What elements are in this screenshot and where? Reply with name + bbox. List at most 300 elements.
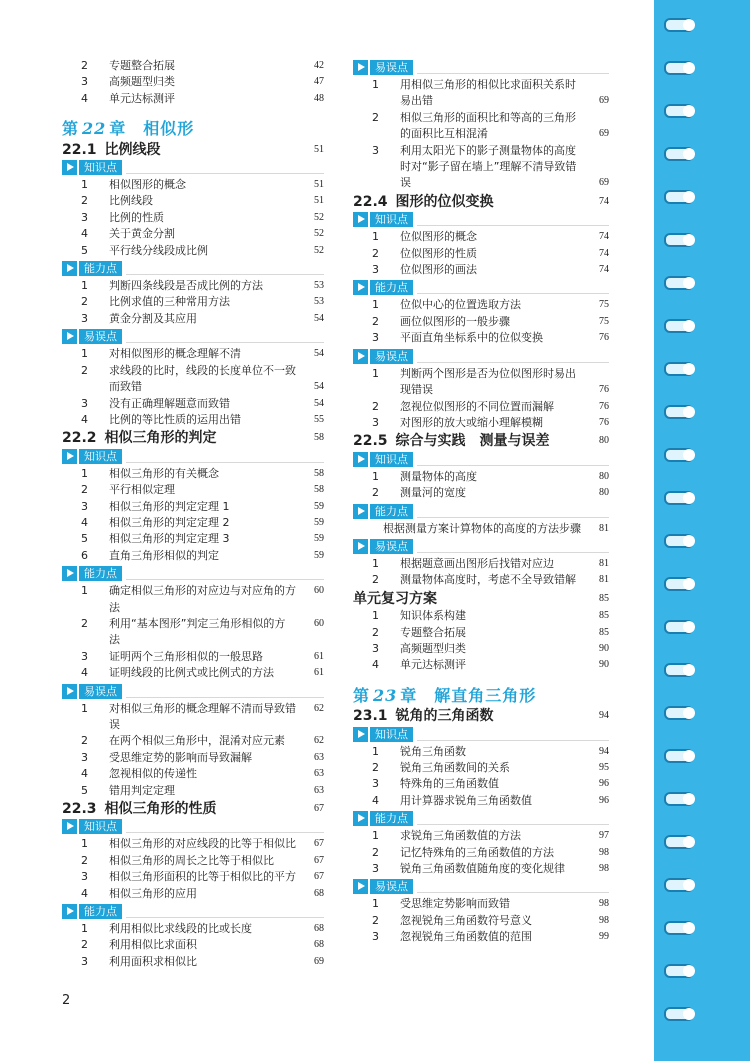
entry-page: 80 <box>599 470 609 482</box>
category-tag: 易误点 <box>79 684 122 699</box>
entry-title: 判断两个图形是否为位似图形时易出现错误 <box>400 366 576 397</box>
entry-page: 74 <box>599 231 609 243</box>
toc-entry[interactable] <box>353 330 609 346</box>
toc-entry[interactable] <box>62 649 324 665</box>
toc-entry[interactable] <box>353 776 609 792</box>
play-triangle-icon <box>353 452 368 467</box>
entry-title: 相似三角形的面积比和等高的三角形的面积比互相混淆 <box>400 110 576 141</box>
entry-number: 3 <box>81 311 88 325</box>
entry-title: 锐角三角函数间的关系 <box>400 761 510 774</box>
entry-number: 6 <box>81 548 88 562</box>
entry-number: 2 <box>81 734 88 748</box>
toc-entry[interactable] <box>62 482 324 498</box>
entry-page: 61 <box>314 667 324 679</box>
entry-page: 90 <box>599 659 609 671</box>
toc-entry[interactable] <box>62 783 324 799</box>
toc-entry[interactable] <box>353 861 609 877</box>
toc-entry[interactable] <box>62 548 324 564</box>
toc-entry[interactable] <box>62 733 324 749</box>
category-divider <box>417 73 609 74</box>
entry-title: 特殊角的三角函数值 <box>400 777 499 791</box>
binder-ring-icon <box>664 534 694 548</box>
toc-entry[interactable] <box>62 412 324 428</box>
toc-entry[interactable] <box>353 485 609 501</box>
entry-page: 59 <box>314 516 324 528</box>
play-triangle-icon <box>353 811 368 826</box>
entry-title: 确定相似三角形的对应边与对应角的方法 <box>109 584 296 614</box>
category-label <box>353 211 609 228</box>
entry-number: 2 <box>372 486 379 500</box>
entry-page: 63 <box>314 751 324 763</box>
entry-page: 51 <box>314 179 324 191</box>
toc-entry[interactable] <box>62 466 324 482</box>
category-label <box>62 159 324 176</box>
section-title: 图形的位似变换 <box>395 193 494 210</box>
category-divider <box>417 517 609 518</box>
toc-entry[interactable] <box>62 74 324 90</box>
entry-title: 位似图形的性质 <box>400 246 477 260</box>
binder-ring-icon <box>664 448 694 462</box>
entry-page: 98 <box>599 846 609 858</box>
category-label <box>62 903 324 920</box>
category-label <box>353 59 609 76</box>
entry-number: 4 <box>81 91 88 105</box>
entry-title: 平行线分线段成比例 <box>109 243 208 257</box>
toc-entry[interactable] <box>62 346 324 362</box>
entry-page: 58 <box>314 484 324 496</box>
entry-title: 测量物体的高度 <box>400 469 477 483</box>
toc-entry[interactable] <box>353 143 609 192</box>
binder-ring-icon <box>664 964 694 978</box>
entry-number: 1 <box>372 366 379 380</box>
chapter-title: 章 解直角三角形 <box>400 685 537 705</box>
binder-ring-icon <box>664 835 694 849</box>
entry-title: 对相似三角形的概念理解不清而导致错误 <box>109 701 296 731</box>
entry-page: 80 <box>599 487 609 499</box>
entry-page: 42 <box>314 60 324 71</box>
toc-entry[interactable] <box>353 399 609 415</box>
entry-title: 位似图形的画法 <box>400 263 477 277</box>
category-label <box>62 683 324 700</box>
entry-number: 1 <box>372 744 379 758</box>
entry-page: 67 <box>314 871 324 883</box>
toc-entry[interactable] <box>62 836 324 852</box>
entry-number: 2 <box>81 295 88 309</box>
entry-page: 81 <box>599 574 609 586</box>
toc-entry[interactable] <box>353 77 609 110</box>
entry-number: 3 <box>372 143 379 157</box>
entry-title: 测量物体高度时，考虑不全导致错解 <box>400 573 576 587</box>
entry-title: 利用相似比求面积 <box>109 938 197 952</box>
entry-page: 51 <box>314 195 324 207</box>
entry-title: 平行相似定理 <box>109 483 175 497</box>
entry-page: 98 <box>599 863 609 875</box>
toc-entry[interactable] <box>62 665 324 681</box>
toc-entry[interactable] <box>353 572 609 588</box>
binder-ring-icon <box>664 921 694 935</box>
entry-page: 60 <box>314 585 324 597</box>
section-number: 22.2 <box>62 430 97 447</box>
entry-number: 3 <box>372 930 379 944</box>
play-triangle-icon <box>62 160 77 175</box>
entry-title: 锐角三角函数值随角度的变化规律 <box>400 862 565 876</box>
toc-entry[interactable] <box>62 515 324 531</box>
toc-entry[interactable] <box>62 750 324 766</box>
toc-entry[interactable] <box>353 608 609 624</box>
toc-entry[interactable] <box>62 937 324 953</box>
category-tag: 知识点 <box>370 727 413 742</box>
entry-page: 85 <box>599 610 609 622</box>
entry-number: 1 <box>372 556 379 570</box>
entry-title: 专题整合拓展 <box>400 625 466 639</box>
entry-number: 3 <box>372 777 379 791</box>
entry-title: 黄金分割及其应用 <box>109 311 197 325</box>
binder-ring-icon <box>664 706 694 720</box>
entry-page: 99 <box>599 931 609 943</box>
entry-page: 68 <box>314 887 324 899</box>
entry-number: 3 <box>81 870 88 884</box>
category-divider <box>417 293 609 294</box>
play-triangle-icon <box>62 566 77 581</box>
entry-title: 判断四条线段是否成比例的方法 <box>109 279 263 293</box>
category-label <box>353 810 609 827</box>
toc-entry[interactable] <box>353 521 609 537</box>
category-tag: 能力点 <box>79 261 122 276</box>
entry-page: 52 <box>314 244 324 256</box>
entry-page: 55 <box>314 413 324 425</box>
entry-title: 相似三角形的判定定理 3 <box>109 532 230 546</box>
entry-number: 3 <box>372 331 379 345</box>
entry-number: 4 <box>81 886 88 900</box>
section-heading[interactable] <box>62 142 324 158</box>
entry-title: 证明线段的比例式或比例式的方法 <box>109 666 274 680</box>
entry-page: 69 <box>599 128 609 140</box>
entry-number: 5 <box>81 532 88 546</box>
category-label <box>353 878 609 895</box>
entry-number: 4 <box>81 767 88 781</box>
page-number: 2 <box>62 993 71 1008</box>
category-divider <box>126 917 324 918</box>
entry-title: 在两个相似三角形中，混淆对应元素 <box>109 734 285 748</box>
entry-number: 1 <box>81 178 88 192</box>
toc-entry[interactable] <box>353 314 609 330</box>
toc-entry[interactable] <box>62 921 324 937</box>
entry-number: 2 <box>372 625 379 639</box>
play-triangle-icon <box>353 60 368 75</box>
entry-number: 1 <box>81 922 88 936</box>
entry-title: 比例的性质 <box>109 210 164 224</box>
toc-entry[interactable] <box>62 954 324 970</box>
toc-entry[interactable] <box>62 531 324 547</box>
toc-entry[interactable] <box>353 828 609 844</box>
entry-number: 2 <box>372 314 379 328</box>
binder-ring-icon <box>664 878 694 892</box>
play-triangle-icon <box>353 504 368 519</box>
entry-page: 53 <box>314 280 324 292</box>
entry-number: 2 <box>372 761 379 774</box>
play-triangle-icon <box>62 449 77 464</box>
category-tag: 易误点 <box>370 60 413 75</box>
toc-entry[interactable] <box>353 929 609 945</box>
category-tag: 知识点 <box>370 452 413 467</box>
toc-entry[interactable] <box>62 499 324 515</box>
chapter-heading <box>62 121 324 137</box>
entry-page: 75 <box>599 299 609 311</box>
section-number: 22.5 <box>353 433 388 450</box>
toc-entry[interactable] <box>62 243 324 259</box>
toc-entry[interactable] <box>353 793 609 809</box>
toc-entry[interactable] <box>62 226 324 242</box>
entry-title: 利用面积求相似比 <box>109 954 197 968</box>
binder-ring-icon <box>664 319 694 333</box>
entry-title: 没有正确理解题意而致错 <box>109 396 230 410</box>
toc-entry[interactable] <box>62 91 324 107</box>
toc-entry[interactable] <box>353 366 609 399</box>
toc-entry[interactable] <box>353 641 609 657</box>
entry-title: 忽视锐角三角函数符号意义 <box>400 913 532 927</box>
play-triangle-icon <box>62 819 77 834</box>
toc-entry[interactable] <box>353 760 609 776</box>
entry-page: 90 <box>599 642 609 654</box>
entry-number: 2 <box>81 363 88 377</box>
toc-entry[interactable] <box>353 556 609 572</box>
category-divider <box>417 740 609 741</box>
entry-page: 63 <box>314 784 324 796</box>
section-heading[interactable] <box>353 194 609 210</box>
section-title: 比例线段 <box>104 141 161 158</box>
play-triangle-icon <box>62 329 77 344</box>
binder-ring-icon <box>664 491 694 505</box>
category-divider <box>126 832 324 833</box>
toc-entry[interactable] <box>353 246 609 262</box>
category-tag: 易误点 <box>79 329 122 344</box>
entry-number: 2 <box>81 616 88 630</box>
toc-entry[interactable] <box>62 853 324 869</box>
entry-title: 利用相似比求线段的比或长度 <box>109 922 252 936</box>
toc-entry[interactable] <box>353 744 609 760</box>
toc-left-column <box>62 58 324 970</box>
toc-entry[interactable] <box>62 869 324 885</box>
entry-number: 1 <box>81 466 88 480</box>
entry-number: 4 <box>372 793 379 807</box>
category-divider <box>417 552 609 553</box>
toc-entry[interactable] <box>353 262 609 278</box>
entry-page: 62 <box>314 702 324 714</box>
section-number: 22.1 <box>62 141 97 158</box>
binder-ring-icon <box>664 18 694 32</box>
binder-ring-icon <box>664 749 694 763</box>
chapter-prefix: 第 <box>353 685 371 705</box>
entry-number: 2 <box>372 845 379 859</box>
category-divider <box>417 824 609 825</box>
entry-title: 相似三角形面积的比等于相似比的平方 <box>109 870 296 884</box>
toc-right-column <box>353 58 609 946</box>
section-heading[interactable] <box>62 430 324 446</box>
chapter-title: 章 相似形 <box>109 119 195 139</box>
entry-page: 98 <box>599 898 609 910</box>
toc-entry[interactable] <box>62 886 324 902</box>
category-divider <box>126 579 324 580</box>
entry-number: 3 <box>81 750 88 764</box>
entry-page: 76 <box>599 400 609 412</box>
toc-entry[interactable] <box>62 177 324 193</box>
binder-ring-icon <box>664 792 694 806</box>
section-heading[interactable] <box>353 708 609 724</box>
category-label <box>62 818 324 835</box>
toc-entry[interactable] <box>353 896 609 912</box>
entry-number: 3 <box>372 263 379 277</box>
play-triangle-icon <box>353 349 368 364</box>
section-number: 22.4 <box>353 193 388 210</box>
entry-number: 1 <box>372 609 379 623</box>
entry-number: 3 <box>372 415 379 429</box>
section-title: 相似三角形的判定 <box>104 430 217 447</box>
category-divider <box>417 362 609 363</box>
binder-ring-icon <box>664 104 694 118</box>
entry-title: 相似三角形的判定定理 2 <box>109 515 230 529</box>
entry-page: 98 <box>599 914 609 926</box>
toc-entry[interactable] <box>62 701 324 734</box>
section-heading[interactable] <box>62 801 324 817</box>
category-tag: 易误点 <box>370 879 413 894</box>
category-tag: 能力点 <box>370 504 413 519</box>
entry-page: 61 <box>314 650 324 662</box>
play-triangle-icon <box>353 539 368 554</box>
category-tag: 知识点 <box>79 449 122 464</box>
entry-title: 根据题意画出图形后找错对应边 <box>400 556 554 570</box>
unit-page: 85 <box>599 592 609 604</box>
toc-entry[interactable] <box>62 210 324 226</box>
entry-number: 1 <box>81 347 88 361</box>
entry-title: 平面直角坐标系中的位似变换 <box>400 331 543 345</box>
chapter-number: 23 <box>373 685 398 705</box>
entry-number: 4 <box>81 515 88 529</box>
entry-title: 高频题型归类 <box>400 641 466 655</box>
toc-entry[interactable] <box>353 625 609 641</box>
entry-number: 1 <box>81 279 88 293</box>
entry-number: 5 <box>81 783 88 797</box>
entry-page: 96 <box>599 778 609 790</box>
entry-number: 2 <box>81 483 88 497</box>
category-divider <box>417 465 609 466</box>
entry-page: 59 <box>314 500 324 512</box>
binder-ring-icon <box>664 233 694 247</box>
unit-review-heading[interactable] <box>353 591 609 607</box>
play-triangle-icon <box>62 684 77 699</box>
entry-page: 52 <box>314 228 324 240</box>
toc-entry[interactable] <box>353 229 609 245</box>
category-label <box>353 348 609 365</box>
play-triangle-icon <box>62 261 77 276</box>
entry-page: 53 <box>314 296 324 308</box>
entry-number: 1 <box>81 584 88 598</box>
toc-entry[interactable] <box>62 294 324 310</box>
entry-number: 2 <box>372 399 379 413</box>
entry-page: 62 <box>314 735 324 747</box>
entry-number: 2 <box>81 194 88 208</box>
entry-page: 69 <box>314 955 324 967</box>
toc-entry[interactable] <box>353 913 609 929</box>
category-tag: 能力点 <box>370 811 413 826</box>
toc-entry[interactable] <box>62 583 324 616</box>
toc-entry[interactable] <box>62 311 324 327</box>
entry-number: 5 <box>81 243 88 257</box>
toc-entry[interactable] <box>353 110 609 143</box>
toc-entry[interactable] <box>353 297 609 313</box>
entry-number: 3 <box>81 649 88 663</box>
section-heading[interactable] <box>353 433 609 449</box>
binder-ring-icon <box>664 663 694 677</box>
toc-entry[interactable] <box>62 278 324 294</box>
toc-entry[interactable] <box>353 415 609 431</box>
category-divider <box>417 892 609 893</box>
category-label <box>62 448 324 465</box>
entry-title: 单元达标测评 <box>109 91 175 105</box>
entry-title: 用相似三角形的相似比求面积关系时易出错 <box>400 78 576 108</box>
entry-title: 画位似图形的一般步骤 <box>400 314 510 328</box>
entry-page: 48 <box>314 92 324 104</box>
category-label <box>353 451 609 468</box>
entry-title: 利用太阳光下的影子测量物体的高度时对“影子留在墙上”理解不清导致错误 <box>400 143 577 190</box>
entry-title: 比例线段 <box>109 194 153 208</box>
section-page: 51 <box>314 143 324 155</box>
toc-entry[interactable] <box>62 363 324 396</box>
entry-page: 74 <box>599 264 609 276</box>
toc-entry[interactable] <box>62 396 324 412</box>
toc-entry[interactable] <box>62 616 324 649</box>
category-tag: 能力点 <box>79 566 122 581</box>
entry-number: 3 <box>372 862 379 876</box>
entry-number: 3 <box>81 396 88 410</box>
category-divider <box>126 697 324 698</box>
section-title: 相似三角形的性质 <box>104 801 217 818</box>
section-page: 94 <box>599 710 609 722</box>
toc-entry[interactable] <box>353 845 609 861</box>
entry-page: 47 <box>314 76 324 88</box>
entry-number: 3 <box>372 641 379 655</box>
entry-page: 97 <box>599 830 609 842</box>
entry-page: 63 <box>314 768 324 780</box>
entry-title: 受思维定势影响而致错 <box>400 897 510 911</box>
entry-title: 受思维定势的影响而导致漏解 <box>109 750 252 764</box>
toc-entry[interactable] <box>62 58 324 74</box>
entry-page: 54 <box>314 312 324 324</box>
entry-title: 相似三角形的周长之比等于相似比 <box>109 853 274 867</box>
entry-title: 记忆特殊角的三角函数值的方法 <box>400 845 554 859</box>
entry-page: 54 <box>314 397 324 409</box>
category-label <box>353 538 609 555</box>
binder-ring-icon <box>664 61 694 75</box>
section-title: 锐角的三角函数 <box>395 708 494 725</box>
toc-entry[interactable] <box>353 657 609 673</box>
entry-title: 忽视锐角三角函数值的范围 <box>400 930 532 944</box>
toc-entry[interactable] <box>353 469 609 485</box>
chapter-number: 22 <box>82 119 107 139</box>
toc-entry[interactable] <box>62 193 324 209</box>
entry-title: 相似图形的概念 <box>109 178 186 192</box>
entry-page: 81 <box>599 557 609 569</box>
entry-page: 52 <box>314 211 324 223</box>
entry-number: 2 <box>81 853 88 867</box>
category-divider <box>417 225 609 226</box>
toc-entry[interactable] <box>62 766 324 782</box>
entry-number: 4 <box>372 658 379 672</box>
entry-title: 直角三角形相似的判定 <box>109 548 219 562</box>
play-triangle-icon <box>62 904 77 919</box>
entry-page: 67 <box>314 854 324 866</box>
entry-title: 忽视位似图形的不同位置而漏解 <box>400 399 554 413</box>
play-triangle-icon <box>353 879 368 894</box>
